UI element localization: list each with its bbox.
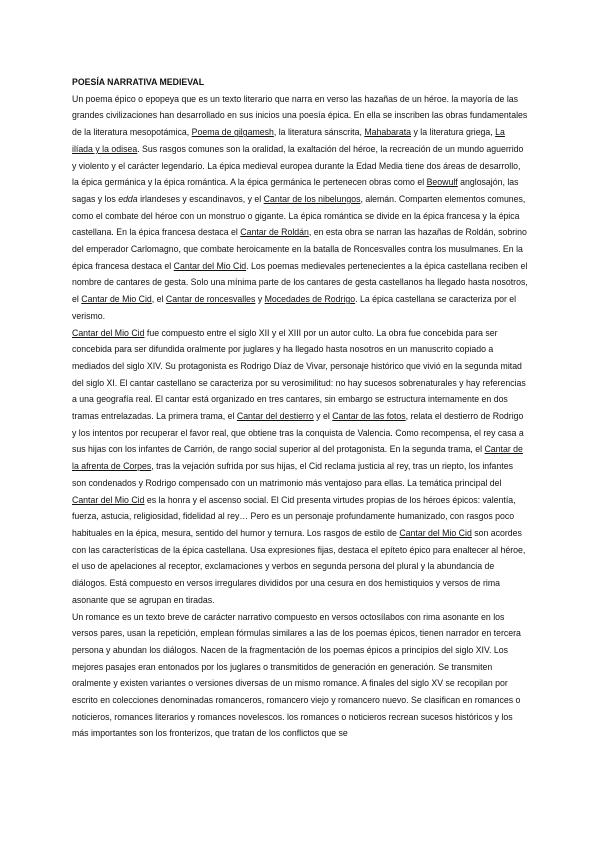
text-run: , el xyxy=(151,294,166,305)
text-run: , en esta obra se narran las hazañas de Roldán, sobrino del emperador Carlomagno, que combate heroicamente en la batalla de Roncesvalles contra los musulmanes. En la épica francesa destaca el xyxy=(72,227,527,271)
link-iliada-odisea[interactable]: La ilíada y la odisea xyxy=(72,127,505,154)
link-cantar-afrenta-corpes[interactable]: Cantar de la afrenta de Corpes xyxy=(72,444,523,472)
link-cantar-de-roldan[interactable]: Cantar de Roldán xyxy=(240,227,309,238)
link-cantar-del-mio-cid[interactable]: Cantar del Mio Cid xyxy=(173,260,247,271)
italic-edda: edda xyxy=(118,193,138,204)
paragraph-cantar-mio-cid xyxy=(72,325,528,609)
text-run: . Los poemas medievales pertenecientes a la épica castellana reciben el nombre de cantares de gesta. Solo una mínima parte de los cantares de gesta castellanos ha llegado hasta nosotros, el xyxy=(72,260,528,305)
document-page xyxy=(72,74,528,742)
document-title: POESÍA NARRATIVA MEDIEVAL xyxy=(72,77,205,87)
text-run: y la literatura griega, xyxy=(411,127,496,138)
text-run: irlandeses y escandinavos, y el xyxy=(137,193,264,204)
text-run: son acordes con las características de la épica castellana. Usa expresiones fijas, destaca el epíteto épico para enaltecer al héroe, el uso de apelaciones al receptor, exclamaciones y verbos en segunda persona del plural y la abundancia de diálogos. Está compuesto en versos irregulares divididos por una cesura en dos hemistiquios y versos de rima asonante que se agrupan en tiradas. xyxy=(72,527,526,605)
link-cantar-de-roncesvalles[interactable]: Cantar de roncesvalles xyxy=(165,294,256,305)
text-run: anglosajón, las sagas y los xyxy=(72,177,519,204)
link-cantar-del-mio-cid[interactable]: Cantar del Mio Cid xyxy=(72,494,145,505)
paragraph-romance xyxy=(72,609,528,743)
link-beowulf[interactable]: Beowulf xyxy=(426,177,458,188)
text-run: Un romance es un texto breve de carácter narrativo compuesto en versos octosílabos con rima asonante en los versos pares, usan la repetición, emplean fórmulas similares a las de los poemas épicos, tienen narrador en tercera persona y abundan los diálogos. Nacen de la fragmentación de los poemas épicos a principios del siglo XIV. Los mejores pasajes eran entonados por los juglares o transmitidos de generación en generación. Se transmiten oralmente y existen variantes o versiones diversas de un mismo romance. A finales del siglo XV se recopilan por escrito en colecciones denominadas romanceros, romancero viejo y romancero nuevo. Se clasifican en romances o noticieros, romances literarios y romances novelescos. los romances o noticieros recrean sucesos históricos y los más importantes son los fronterizos, que tratan de los conflictos que se xyxy=(72,611,521,739)
link-mocedades-de-rodrigo[interactable]: Mocedades de Rodrigo xyxy=(264,294,356,305)
link-mahabarata[interactable]: Mahabarata xyxy=(364,127,412,138)
text-run: y xyxy=(255,294,265,305)
link-cantar-de-las-fotos[interactable]: Cantar de las fotos xyxy=(332,411,406,422)
link-cantar-del-mio-cid[interactable]: Cantar del Mio Cid xyxy=(72,327,145,338)
link-cantar-de-mio-cid[interactable]: Cantar de Mio Cid xyxy=(81,294,152,305)
paragraph-epic-poetry xyxy=(72,91,528,325)
text-run: , la literatura sánscrita, xyxy=(273,127,365,138)
link-cantar-del-destierro[interactable]: Cantar del destierro xyxy=(236,411,314,422)
link-cantar-del-mio-cid[interactable]: Cantar del Mio Cid xyxy=(399,527,472,538)
text-run: , alemán. Comparten elementos comunes, como el combate del héroe con un monstruo o gigante. La épica romántica se divide en la épica francesa y la épica castellana. En la épica francesa destaca el xyxy=(72,193,526,238)
text-run: y el xyxy=(313,411,333,422)
link-poema-de-gilgamesh[interactable]: Poema de gilgamesh xyxy=(191,127,274,138)
text-run: fue compuesto entre el siglo XII y el XIII por un autor culto. La obra fue concebida para ser concebida para ser difundida oralmente por juglares y ha llegado hasta nosotros en un manuscrito copiado a mediados del siglo XIV. Su protagonista es Rodrigo Díaz de Vivar, personaje histórico que vivió en la segunda mitad del siglo XI. El cantar castellano se caracteriza por su verosimilitud: no hay sucesos sobrenaturales y hay referencias a una geografía real. El cantar está organizado en tres cantares, sin embargo se estructura internamente en dos tramas entrelazadas. La primera trama, el xyxy=(72,327,526,422)
text-run: , tras la vejación sufrida por sus hijas, el Cid reclama justicia al rey, tras un riepto, los infantes son condenados y Rodrigo compensado con un matrimonio más ventajoso para ellas. La temática principal del xyxy=(72,461,513,488)
link-cantar-nibelungos[interactable]: Cantar de los nibelungos xyxy=(263,193,361,204)
text-run: es la honra y el ascenso social. El Cid presenta virtudes propias de los héroes épicos: valentía, fuerza, astucia, religiosidad, fidelidad al rey… Pero es un personaje profundamente humanizado, con rasgos poco habituales en la épica, mesura, sentido del humor y ternura. Los rasgos de estilo de xyxy=(72,494,516,538)
text-run: Un poema épico o epopeya que es un texto literario que narra en verso las hazañas de un héroe. la mayoría de las grandes civilizaciones han desarrollado en sus inicios una poesía épica. En ella se inscriben las obras fundamentales de la literatura mesopotámica, xyxy=(72,93,528,138)
text-run: , relata el destierro de Rodrigo y los intentos por recuperar el favor real, que obtiene tras la conquista de Valencia. Como recompensa, el rey casa a sus hijas con los infantes de Carrión, de rango social superior al del protagonista. En la segunda trama, el xyxy=(72,411,524,455)
text-run: . Sus rasgos comunes son la oralidad, la exaltación del héroe, la recreación de un mundo aguerrido y violento y el carácter legendario. La épica medieval europea durante la Edad Media tiene dos áreas de desarrollo, la épica germánica y la épica romántica. A la épica germánica le pertenecen obras como el xyxy=(72,143,524,188)
text-run: . La épica castellana se caracteriza por el verismo. xyxy=(72,294,517,321)
